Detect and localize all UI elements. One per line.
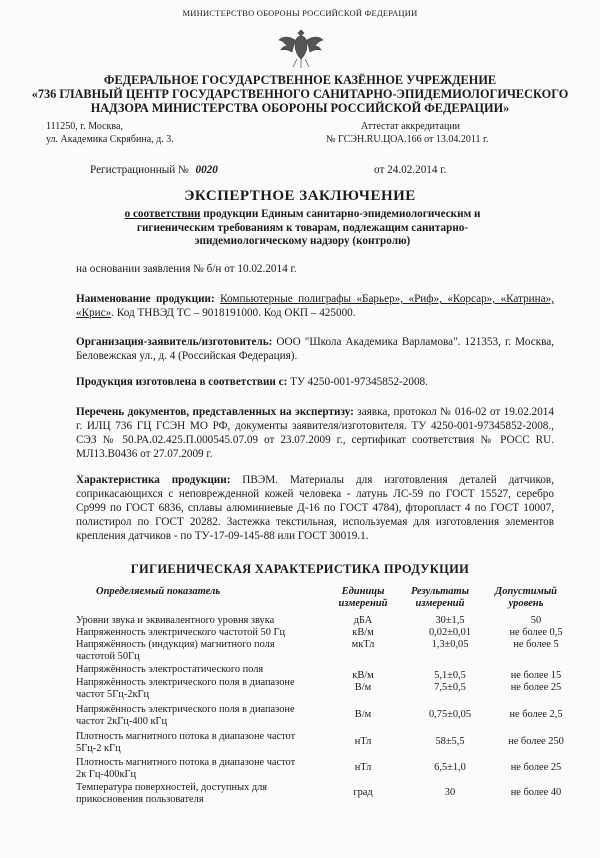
row-unit: В/м bbox=[354, 709, 372, 720]
row-result: 30±1,5 bbox=[435, 615, 465, 626]
row-indicator: Плотность магнитного потока в диапазоне частот 2к Гц-400кГц bbox=[76, 757, 296, 780]
document-subtitle bbox=[105, 208, 500, 249]
row-limit: не более 2,5 bbox=[509, 709, 563, 720]
row-result: 0,75±0,05 bbox=[428, 709, 472, 720]
row-indicator: Напряжённость (индукция) магнитного поля частотой 50Гц bbox=[76, 639, 275, 662]
applicant-text: ООО "Школа Академика Варламова". 121353, г. Москва, Беловежская ул., д. 4 (Российская Федерация). bbox=[76, 336, 554, 362]
row-indicator: Напряжённость электрического поля в диапазоне частот 5Гц-2кГц bbox=[76, 677, 295, 700]
row-limit: не более 25 bbox=[510, 682, 562, 693]
row-result: 0,02±0,01 bbox=[428, 627, 472, 638]
row-indicator: Плотность магнитного потока в диапазоне частот 5Гц-2 кГц bbox=[76, 731, 296, 754]
registration-number bbox=[90, 164, 218, 176]
row-result: 58±5,5 bbox=[435, 736, 465, 747]
characteristic-text: ПВЭМ. Материалы для изготовления деталей датчиков, соприкасающихся с неповрежденной кожей человека - латунь ЛС-59 по ГОСТ 15527, серебро Ср999 по ГОСТ 6836, сплавы алюминиевые Д-16 по ГОСТ 4784), фторопласт 4 по ГОСТ 10007, полистирол по ГОСТ 20282. Застежка текстильная, используемая для изготовления элементов крепления датчиков - по ТУ-17-09-145-88 или ГОСТ 30019.1. bbox=[76, 474, 554, 542]
row-limit: не более 15 bbox=[510, 670, 562, 681]
row-unit: мкТл bbox=[351, 639, 375, 650]
org-name-line3: НАДЗОРА МИНИСТЕРСТВА ОБОРОНЫ РОССИЙСКОЙ ФЕДЕРАЦИИ» bbox=[90, 101, 510, 115]
table-header-limit: Допустимый уровень bbox=[495, 586, 557, 609]
characteristic-label: Характеристика продукции: bbox=[76, 474, 231, 486]
row-indicator: Напряженность электрического частотой 50 Гц bbox=[76, 627, 286, 638]
row-limit: не более 250 bbox=[508, 736, 564, 747]
row-limit: не более 25 bbox=[510, 762, 562, 773]
row-limit: не более 0,5 bbox=[509, 627, 563, 638]
row-result: 5,1±0,5 bbox=[434, 670, 466, 681]
accreditation-line1: Аттестат аккредитации bbox=[361, 121, 461, 132]
basis-line: на основании заявления № б/н от 10.02.2014 г. bbox=[76, 263, 297, 275]
table-header-indicator: Определяемый показатель bbox=[96, 586, 221, 597]
document-title: ЭКСПЕРТНОЕ ЗАКЛЮЧЕНИЕ bbox=[184, 188, 416, 204]
row-limit: 50 bbox=[530, 615, 542, 626]
table-header-unit: Единицы измерений bbox=[338, 586, 388, 609]
product-names: Компьютерные полиграфы «Барьер», «Риф», «Корсар», «Катрина», «Крис» bbox=[76, 293, 555, 319]
org-name-line1: ФЕДЕРАЛЬНОЕ ГОСУДАРСТВЕННОЕ КАЗЁННОЕ УЧРЕЖДЕНИЕ bbox=[103, 73, 497, 87]
row-limit: не более 5 bbox=[513, 639, 559, 650]
row-result: 30 bbox=[444, 787, 456, 798]
accreditation-line2: № ГСЭН.RU.ЦОА.166 от 13.04.2011 г. bbox=[326, 134, 489, 145]
characteristic-section bbox=[76, 473, 554, 543]
row-unit: дБА bbox=[353, 615, 373, 626]
org-name-line2: «736 ГЛАВНЫЙ ЦЕНТР ГОСУДАРСТВЕННОГО САНИТАРНО-ЭПИДЕМИОЛОГИЧЕСКОГО bbox=[31, 87, 569, 101]
registration-label: Регистрационный № bbox=[90, 164, 189, 176]
address-line1: 111250, г. Москва, bbox=[46, 121, 123, 132]
row-indicator: Уровни звука и эквивалентного уровня звука bbox=[76, 615, 275, 626]
applicant-label: Организация-заявитель/изготовитель: bbox=[76, 336, 273, 348]
ministry-header: МИНИСТЕРСТВО ОБОРОНЫ РОССИЙСКОЙ ФЕДЕРАЦИИ bbox=[182, 8, 418, 18]
product-codes: . Код ТНВЭД ТС – 9018191000. Код ОКП – 425000. bbox=[111, 307, 356, 319]
documents-text: заявка, протокол № 016-02 от 19.02.2014 г. ИЛЦ 736 ГЦ ГСЭН МО РФ, документы заявителя/изготовителя. ТУ 4250-001-97345852-2008., СЭЗ № 50.РА.02.425.П.000545.07.09 от 23.07.2009 г., сертификат соответствия № РОСС RU. МЛ13.В0436 от 27.07.2009 г. bbox=[76, 406, 554, 460]
row-unit: В/м bbox=[354, 682, 372, 693]
manufactured-section bbox=[76, 375, 554, 389]
applicant-section bbox=[76, 335, 554, 363]
table-header-result: Результаты измерений bbox=[410, 586, 470, 609]
manufactured-label: Продукция изготовлена в соответствии с: bbox=[76, 376, 288, 388]
hygiene-title: ГИГИЕНИЧЕСКАЯ ХАРАКТЕРИСТИКА ПРОДУКЦИИ bbox=[130, 562, 470, 576]
emblem-eagle-icon bbox=[277, 26, 325, 70]
row-result: 6,5±1,0 bbox=[434, 762, 466, 773]
subtitle-rest: продукции Единым санитарно-эпидемиологическим и гигиеническим требованиям к товарам, подлежащим санитарно-эпидемиологическому надзору (контролю) bbox=[136, 208, 481, 247]
row-indicator: Напряжённость электростатического поля bbox=[76, 664, 264, 675]
documents-section bbox=[76, 405, 554, 461]
row-result: 7,5±0,5 bbox=[434, 682, 466, 693]
subtitle-underlined: о соответствии bbox=[124, 208, 201, 220]
row-unit: кВ/м bbox=[352, 627, 374, 638]
registration-date: от 24.02.2014 г. bbox=[374, 164, 447, 176]
documents-label: Перечень документов, представленных на экспертизу: bbox=[76, 406, 354, 418]
registration-value: 0020 bbox=[195, 164, 218, 176]
row-limit: не более 40 bbox=[510, 787, 562, 798]
row-indicator: Температура поверхностей, доступных для прикосновения пользователя bbox=[76, 782, 268, 805]
row-unit: нТл bbox=[354, 736, 372, 747]
row-unit: нТл bbox=[354, 762, 372, 773]
row-indicator: Напряжённость электрического поля в диапазоне частот 2кГц-400 кГц bbox=[76, 704, 295, 727]
product-label: Наименование продукции: bbox=[76, 293, 215, 305]
row-result: 1,3±0,05 bbox=[431, 639, 469, 650]
row-unit: град bbox=[353, 787, 373, 798]
manufactured-text: ТУ 4250-001-97345852-2008. bbox=[287, 376, 428, 388]
row-unit: кВ/м bbox=[352, 670, 374, 681]
product-section bbox=[76, 292, 554, 320]
address-line2: ул. Академика Скрябина, д. 3. bbox=[46, 134, 174, 145]
